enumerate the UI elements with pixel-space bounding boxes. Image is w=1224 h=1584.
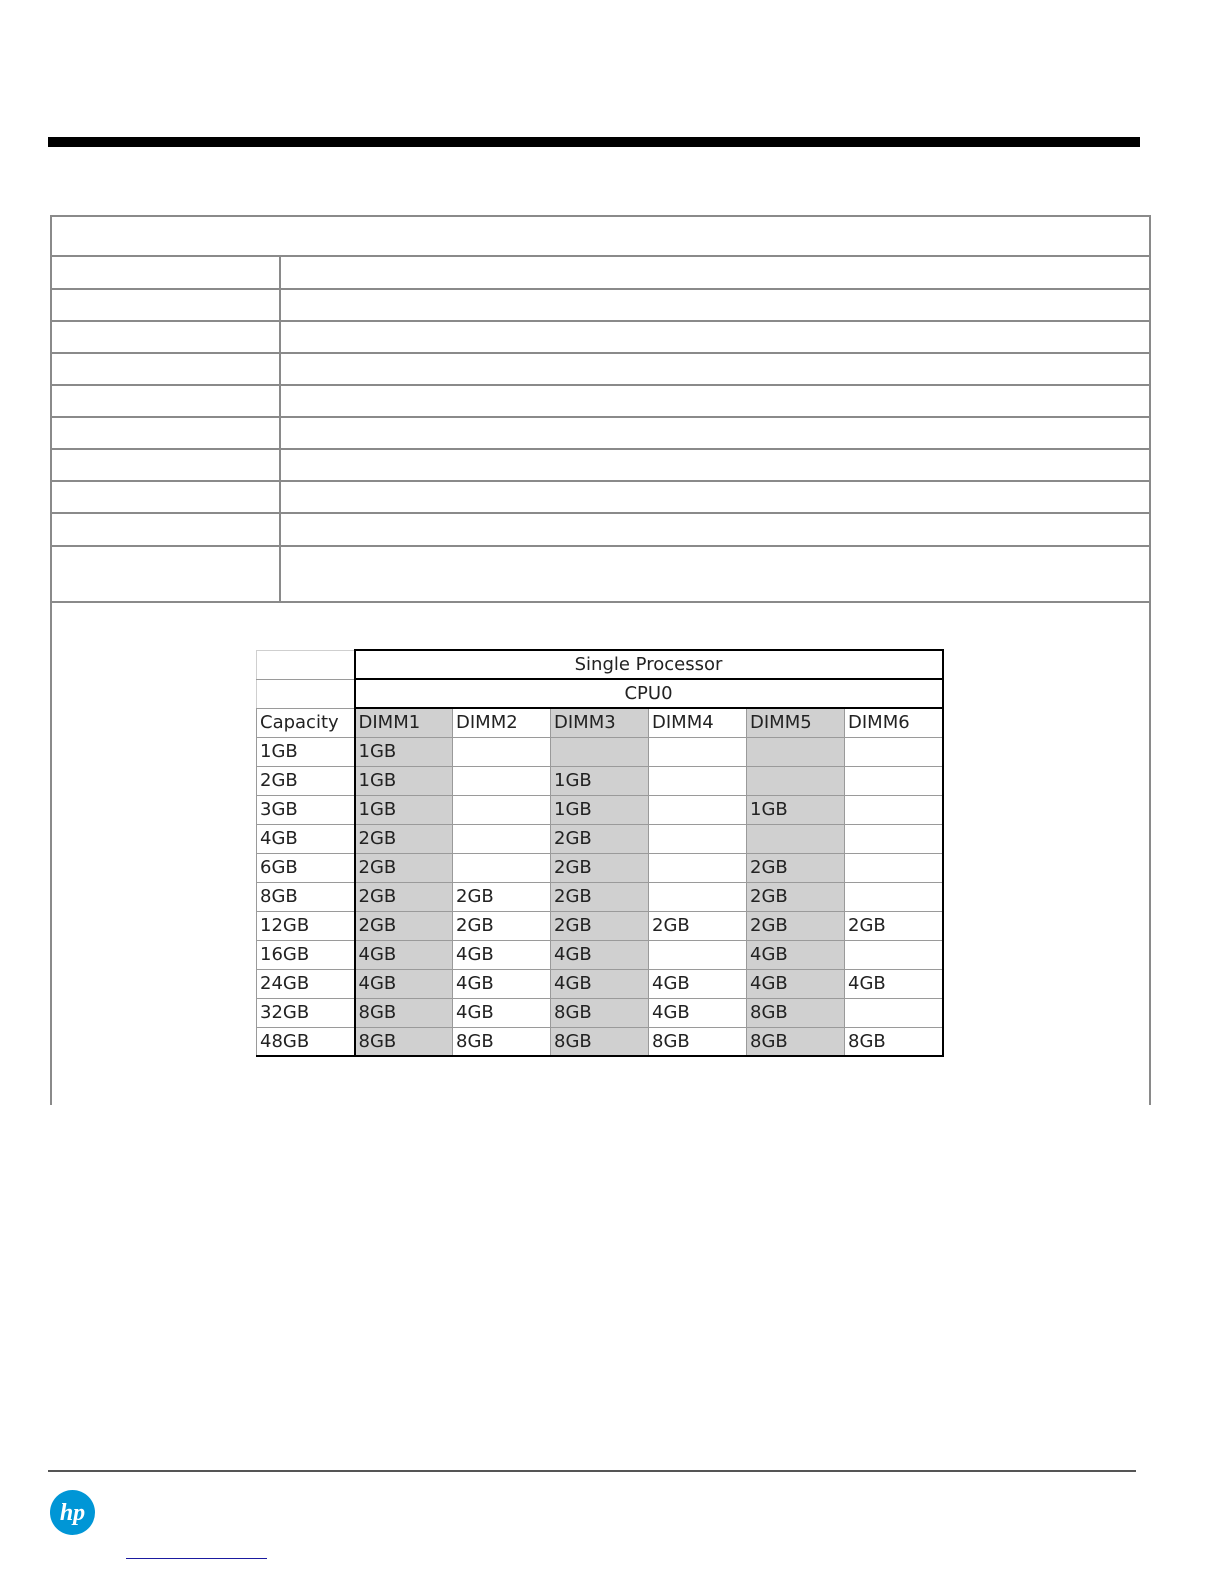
table-row [257,969,943,998]
dimm-cell: 2GB [551,882,649,911]
spec-label-cell [52,547,281,601]
spec-label-cell [52,354,281,384]
table-row [257,911,943,940]
spec-label-cell [52,450,281,480]
dimm-cell: 2GB [747,911,845,940]
spec-value-cell [281,418,1149,448]
dimm-cell: 8GB [551,1027,649,1056]
dimm-cell: 2GB [551,911,649,940]
dimm-cell [453,737,551,766]
dimm-cell: 4GB [453,969,551,998]
dimm-cell [845,853,943,882]
dimm-column-header: DIMM3 [551,708,649,737]
dimm-cell: 2GB [747,853,845,882]
dimm-cell: 4GB [355,969,453,998]
capacity-cell: 32GB [257,998,355,1027]
capacity-cell: 6GB [257,853,355,882]
dimm-column-header: DIMM6 [845,708,943,737]
dimm-cell: 8GB [845,1027,943,1056]
dimm-cell: 1GB [355,766,453,795]
dimm-cell [453,766,551,795]
dimm-cell [551,737,649,766]
dimm-cell: 2GB [649,911,747,940]
table-row [257,766,943,795]
dimm-cell [649,766,747,795]
capacity-cell: 16GB [257,940,355,969]
dimm-cell [649,882,747,911]
dimm-cell: 4GB [453,940,551,969]
dimm-column-header: DIMM2 [453,708,551,737]
dimm-cell: 4GB [551,969,649,998]
dimm-cell: 2GB [355,882,453,911]
dimm-cell [649,795,747,824]
spec-row [52,547,1149,603]
cpu-label: CPU0 [355,679,943,708]
spec-value-cell [281,386,1149,416]
spec-label-cell [52,290,281,320]
processor-title: Single Processor [355,650,943,679]
dimm-cell: 2GB [453,882,551,911]
dimm-cell: 1GB [747,795,845,824]
dimm-cell: 2GB [355,911,453,940]
dimm-cell: 1GB [355,795,453,824]
dimm-cell: 4GB [845,969,943,998]
dimm-cell: 4GB [355,940,453,969]
hp-logo-icon [50,1490,95,1535]
spec-row [52,386,1149,418]
footer-rule [48,1470,1136,1472]
table-title-row [257,650,943,679]
spec-label-cell [52,514,281,545]
corner-cell [257,679,355,708]
dimm-cell: 4GB [453,998,551,1027]
capacity-cell: 4GB [257,824,355,853]
dimm-cell: 1GB [355,737,453,766]
dimm-cell [649,737,747,766]
spec-value-cell [281,290,1149,320]
dimm-cell [453,853,551,882]
spec-value-cell [281,354,1149,384]
table-row [257,824,943,853]
spec-label-cell [52,418,281,448]
spec-label-cell [52,482,281,512]
capacity-cell: 48GB [257,1027,355,1056]
dimm-column-header: DIMM4 [649,708,747,737]
dimm-cell [747,766,845,795]
dimm-cell [453,795,551,824]
dimm-cell: 2GB [551,853,649,882]
dimm-cell: 8GB [453,1027,551,1056]
dimm-cell [845,824,943,853]
spec-row [52,482,1149,514]
dimm-cell: 8GB [747,998,845,1027]
dimm-cell: 4GB [649,969,747,998]
column-header-row [257,708,943,737]
spec-row [52,354,1149,386]
spec-value-cell [281,482,1149,512]
table-row [257,1027,943,1056]
dimm-cell: 2GB [551,824,649,853]
spec-row [52,257,1149,290]
dimm-population-table [256,649,944,1057]
dimm-cell: 4GB [649,998,747,1027]
dimm-cell [845,882,943,911]
dimm-cell: 8GB [551,998,649,1027]
table-row [257,940,943,969]
dimm-cell: 4GB [747,969,845,998]
dimm-column-header: DIMM5 [747,708,845,737]
spec-value-cell [281,450,1149,480]
dimm-cell [747,737,845,766]
capacity-cell: 8GB [257,882,355,911]
spec-label-cell [52,386,281,416]
dimm-cell: 4GB [551,940,649,969]
dimm-cell: 2GB [747,882,845,911]
spec-value-cell [281,322,1149,352]
dimm-cell [845,737,943,766]
dimm-cell: 8GB [649,1027,747,1056]
table-row [257,795,943,824]
table-row [257,737,943,766]
capacity-header: Capacity [257,708,355,737]
dimm-cell [747,824,845,853]
capacity-cell: 24GB [257,969,355,998]
spec-row [52,290,1149,322]
spec-value-cell [281,257,1149,288]
spec-label-cell [52,257,281,288]
dimm-cell: 1GB [551,766,649,795]
spec-value-cell [281,514,1149,545]
spec-table-header [52,217,1149,257]
spec-label-cell [52,322,281,352]
spec-row [52,322,1149,354]
header-rule [48,137,1140,147]
dimm-cell: 2GB [845,911,943,940]
dimm-cell: 8GB [355,998,453,1027]
dimm-cell [845,766,943,795]
spec-value-cell [281,547,1149,601]
table-row [257,882,943,911]
dimm-cell: 8GB [355,1027,453,1056]
dimm-cell: 2GB [453,911,551,940]
table-row [257,998,943,1027]
spec-row [52,450,1149,482]
capacity-cell: 3GB [257,795,355,824]
capacity-cell: 2GB [257,766,355,795]
dimm-cell [845,795,943,824]
capacity-cell: 1GB [257,737,355,766]
dimm-cell: 2GB [355,853,453,882]
corner-cell [257,650,355,679]
capacity-cell: 12GB [257,911,355,940]
dimm-cell: 2GB [355,824,453,853]
svg-text:hp: hp [59,1500,86,1526]
table-subtitle-row [257,679,943,708]
dimm-cell [649,824,747,853]
dimm-cell [453,824,551,853]
dimm-cell: 4GB [747,940,845,969]
spec-row [52,514,1149,547]
footer-link[interactable] [126,1542,267,1559]
dimm-cell: 8GB [747,1027,845,1056]
dimm-cell [845,998,943,1027]
dimm-column-header: DIMM1 [355,708,453,737]
spec-row [52,418,1149,450]
dimm-cell [649,940,747,969]
dimm-cell [649,853,747,882]
table-row [257,853,943,882]
dimm-cell: 1GB [551,795,649,824]
dimm-cell [845,940,943,969]
